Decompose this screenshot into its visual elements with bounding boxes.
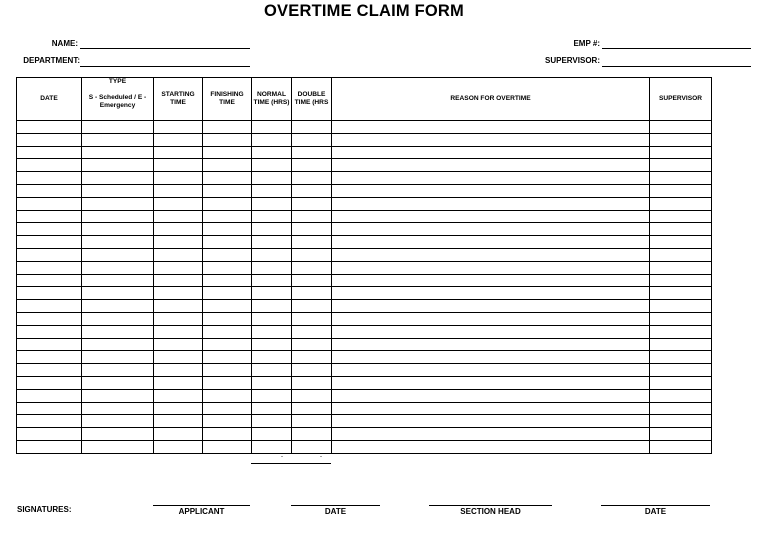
cell-type[interactable] <box>82 172 154 185</box>
cell-starting-time[interactable] <box>154 415 203 428</box>
cell-type[interactable] <box>82 248 154 261</box>
cell-type[interactable] <box>82 133 154 146</box>
cell-starting-time[interactable] <box>154 146 203 159</box>
cell-reason[interactable] <box>332 146 650 159</box>
cell-normal-time[interactable] <box>252 210 292 223</box>
cell-date[interactable] <box>17 159 82 172</box>
header-normal-time: NORMAL TIME (HRS) <box>252 78 292 121</box>
cell-supervisor[interactable] <box>650 197 712 210</box>
cell-type[interactable] <box>82 364 154 377</box>
cell-finishing-time[interactable] <box>203 197 252 210</box>
normal-total-mark: - <box>281 454 283 460</box>
cell-normal-time[interactable] <box>252 261 292 274</box>
cell-reason[interactable] <box>332 133 650 146</box>
cell-double-time[interactable] <box>292 287 332 300</box>
cell-reason[interactable] <box>332 312 650 325</box>
cell-date[interactable] <box>17 338 82 351</box>
cell-date[interactable] <box>17 415 82 428</box>
cell-date[interactable] <box>17 428 82 441</box>
cell-supervisor[interactable] <box>650 121 712 134</box>
supervisor-field[interactable] <box>602 66 751 67</box>
cell-type[interactable] <box>82 440 154 453</box>
cell-double-time[interactable] <box>292 223 332 236</box>
cell-supervisor[interactable] <box>650 274 712 287</box>
cell-supervisor[interactable] <box>650 325 712 338</box>
table-row <box>17 261 712 274</box>
cell-normal-time[interactable] <box>252 159 292 172</box>
cell-normal-time[interactable] <box>252 300 292 313</box>
name-label: NAME: <box>51 39 78 48</box>
cell-type[interactable] <box>82 312 154 325</box>
cell-date[interactable] <box>17 312 82 325</box>
cell-reason[interactable] <box>332 184 650 197</box>
section-head-signature-line[interactable] <box>429 505 552 516</box>
cell-finishing-time[interactable] <box>203 146 252 159</box>
cell-normal-time[interactable] <box>252 351 292 364</box>
table-row <box>17 376 712 389</box>
header-supervisor: SUPERVISOR <box>650 78 712 121</box>
cell-normal-time[interactable] <box>252 223 292 236</box>
cell-finishing-time[interactable] <box>203 287 252 300</box>
cell-finishing-time[interactable] <box>203 415 252 428</box>
cell-reason[interactable] <box>332 197 650 210</box>
cell-double-time[interactable] <box>292 210 332 223</box>
cell-finishing-time[interactable] <box>203 184 252 197</box>
supervisor-label: SUPERVISOR: <box>545 56 600 65</box>
cell-type[interactable] <box>82 197 154 210</box>
cell-normal-time[interactable] <box>252 274 292 287</box>
cell-type[interactable] <box>82 300 154 313</box>
header-double-time: DOUBLE TIME (HRS <box>292 78 332 121</box>
emp-number-label: EMP #: <box>573 39 600 48</box>
cell-finishing-time[interactable] <box>203 428 252 441</box>
cell-starting-time[interactable] <box>154 300 203 313</box>
cell-double-time[interactable] <box>292 325 332 338</box>
cell-double-time[interactable] <box>292 184 332 197</box>
cell-date[interactable] <box>17 364 82 377</box>
cell-reason[interactable] <box>332 376 650 389</box>
cell-reason[interactable] <box>332 121 650 134</box>
cell-double-time[interactable] <box>292 415 332 428</box>
cell-double-time[interactable] <box>292 440 332 453</box>
cell-reason[interactable] <box>332 236 650 249</box>
cell-reason[interactable] <box>332 223 650 236</box>
cell-date[interactable] <box>17 197 82 210</box>
cell-supervisor[interactable] <box>650 440 712 453</box>
cell-starting-time[interactable] <box>154 428 203 441</box>
overtime-table <box>16 77 712 454</box>
header-date: DATE <box>17 78 82 121</box>
cell-type[interactable] <box>82 236 154 249</box>
cell-type[interactable] <box>82 184 154 197</box>
cell-double-time[interactable] <box>292 376 332 389</box>
table-row <box>17 184 712 197</box>
cell-reason[interactable] <box>332 338 650 351</box>
cell-supervisor[interactable] <box>650 389 712 402</box>
cell-reason[interactable] <box>332 274 650 287</box>
cell-finishing-time[interactable] <box>203 159 252 172</box>
cell-normal-time[interactable] <box>252 389 292 402</box>
cell-starting-time[interactable] <box>154 197 203 210</box>
cell-date[interactable] <box>17 236 82 249</box>
cell-starting-time[interactable] <box>154 133 203 146</box>
cell-starting-time[interactable] <box>154 274 203 287</box>
form-title: OVERTIME CLAIM FORM <box>264 2 464 20</box>
cell-date[interactable] <box>17 376 82 389</box>
cell-starting-time[interactable] <box>154 389 203 402</box>
section-head-label: SECTION HEAD <box>460 507 521 516</box>
cell-reason[interactable] <box>332 261 650 274</box>
cell-reason[interactable] <box>332 440 650 453</box>
cell-supervisor[interactable] <box>650 338 712 351</box>
table-row <box>17 146 712 159</box>
cell-supervisor[interactable] <box>650 223 712 236</box>
table-row <box>17 389 712 402</box>
cell-type[interactable] <box>82 428 154 441</box>
cell-date[interactable] <box>17 248 82 261</box>
cell-double-time[interactable] <box>292 312 332 325</box>
cell-double-time[interactable] <box>292 389 332 402</box>
cell-type[interactable] <box>82 338 154 351</box>
cell-type[interactable] <box>82 121 154 134</box>
signatures-label: SIGNATURES: <box>17 505 72 514</box>
cell-date[interactable] <box>17 287 82 300</box>
cell-normal-time[interactable] <box>252 415 292 428</box>
cell-supervisor[interactable] <box>650 402 712 415</box>
cell-finishing-time[interactable] <box>203 248 252 261</box>
cell-date[interactable] <box>17 146 82 159</box>
cell-supervisor[interactable] <box>650 351 712 364</box>
cell-double-time[interactable] <box>292 428 332 441</box>
cell-finishing-time[interactable] <box>203 440 252 453</box>
table-row <box>17 236 712 249</box>
name-field[interactable] <box>80 48 250 49</box>
header-type-title: TYPE <box>108 78 127 85</box>
cell-double-time[interactable] <box>292 402 332 415</box>
cell-date[interactable] <box>17 172 82 185</box>
cell-normal-time[interactable] <box>252 236 292 249</box>
cell-supervisor[interactable] <box>650 184 712 197</box>
table-row <box>17 325 712 338</box>
cell-supervisor[interactable] <box>650 159 712 172</box>
cell-type[interactable] <box>82 389 154 402</box>
cell-starting-time[interactable] <box>154 376 203 389</box>
cell-normal-time[interactable] <box>252 402 292 415</box>
totals-underline <box>251 463 331 464</box>
table-row <box>17 159 712 172</box>
cell-type[interactable] <box>82 274 154 287</box>
cell-reason[interactable] <box>332 248 650 261</box>
cell-finishing-time[interactable] <box>203 338 252 351</box>
cell-finishing-time[interactable] <box>203 274 252 287</box>
table-row <box>17 172 712 185</box>
cell-date[interactable] <box>17 351 82 364</box>
header-reason: REASON FOR OVERTIME <box>332 78 650 121</box>
cell-starting-time[interactable] <box>154 236 203 249</box>
table-row <box>17 223 712 236</box>
cell-double-time[interactable] <box>292 172 332 185</box>
cell-normal-time[interactable] <box>252 312 292 325</box>
cell-starting-time[interactable] <box>154 402 203 415</box>
header-type <box>82 78 154 121</box>
cell-supervisor[interactable] <box>650 236 712 249</box>
applicant-date-line[interactable] <box>291 505 380 516</box>
cell-double-time[interactable] <box>292 261 332 274</box>
cell-normal-time[interactable] <box>252 197 292 210</box>
cell-starting-time[interactable] <box>154 223 203 236</box>
cell-starting-time[interactable] <box>154 351 203 364</box>
cell-type[interactable] <box>82 325 154 338</box>
table-row <box>17 415 712 428</box>
cell-date[interactable] <box>17 261 82 274</box>
cell-normal-time[interactable] <box>252 376 292 389</box>
cell-type[interactable] <box>82 159 154 172</box>
cell-double-time[interactable] <box>292 159 332 172</box>
cell-reason[interactable] <box>332 364 650 377</box>
cell-supervisor[interactable] <box>650 146 712 159</box>
cell-normal-time[interactable] <box>252 184 292 197</box>
cell-finishing-time[interactable] <box>203 364 252 377</box>
cell-type[interactable] <box>82 261 154 274</box>
cell-supervisor[interactable] <box>650 210 712 223</box>
emp-number-field[interactable] <box>602 48 751 49</box>
cell-double-time[interactable] <box>292 351 332 364</box>
cell-double-time[interactable] <box>292 300 332 313</box>
cell-finishing-time[interactable] <box>203 376 252 389</box>
cell-reason[interactable] <box>332 415 650 428</box>
cell-reason[interactable] <box>332 159 650 172</box>
cell-normal-time[interactable] <box>252 172 292 185</box>
table-row <box>17 300 712 313</box>
cell-date[interactable] <box>17 325 82 338</box>
header-finishing-time: FINISHING TIME <box>203 78 252 121</box>
cell-type[interactable] <box>82 146 154 159</box>
cell-finishing-time[interactable] <box>203 210 252 223</box>
cell-supervisor[interactable] <box>650 312 712 325</box>
cell-starting-time[interactable] <box>154 364 203 377</box>
cell-finishing-time[interactable] <box>203 172 252 185</box>
cell-supervisor[interactable] <box>650 364 712 377</box>
cell-date[interactable] <box>17 440 82 453</box>
cell-normal-time[interactable] <box>252 248 292 261</box>
cell-type[interactable] <box>82 376 154 389</box>
table-row <box>17 312 712 325</box>
department-label: DEPARTMENT: <box>23 56 80 65</box>
cell-date[interactable] <box>17 184 82 197</box>
cell-supervisor[interactable] <box>650 287 712 300</box>
cell-double-time[interactable] <box>292 197 332 210</box>
cell-date[interactable] <box>17 274 82 287</box>
cell-normal-time[interactable] <box>252 364 292 377</box>
cell-reason[interactable] <box>332 287 650 300</box>
cell-finishing-time[interactable] <box>203 325 252 338</box>
cell-reason[interactable] <box>332 172 650 185</box>
table-row <box>17 351 712 364</box>
cell-date[interactable] <box>17 389 82 402</box>
double-total-mark: - <box>320 454 322 460</box>
table-row <box>17 428 712 441</box>
cell-starting-time[interactable] <box>154 184 203 197</box>
cell-double-time[interactable] <box>292 146 332 159</box>
table-row <box>17 287 712 300</box>
table-row <box>17 248 712 261</box>
cell-normal-time[interactable] <box>252 133 292 146</box>
cell-finishing-time[interactable] <box>203 351 252 364</box>
cell-double-time[interactable] <box>292 133 332 146</box>
cell-type[interactable] <box>82 210 154 223</box>
cell-date[interactable] <box>17 402 82 415</box>
cell-normal-time[interactable] <box>252 338 292 351</box>
header-type-desc: S - Scheduled / E - Emergency <box>88 94 147 109</box>
cell-double-time[interactable] <box>292 236 332 249</box>
cell-reason[interactable] <box>332 351 650 364</box>
cell-reason[interactable] <box>332 428 650 441</box>
cell-reason[interactable] <box>332 300 650 313</box>
cell-type[interactable] <box>82 415 154 428</box>
applicant-signature-line[interactable] <box>153 505 250 516</box>
cell-normal-time[interactable] <box>252 440 292 453</box>
cell-finishing-time[interactable] <box>203 261 252 274</box>
cell-double-time[interactable] <box>292 364 332 377</box>
cell-finishing-time[interactable] <box>203 300 252 313</box>
cell-normal-time[interactable] <box>252 428 292 441</box>
cell-normal-time[interactable] <box>252 325 292 338</box>
section-head-date-label: DATE <box>644 507 667 516</box>
table-row <box>17 274 712 287</box>
cell-finishing-time[interactable] <box>203 133 252 146</box>
cell-starting-time[interactable] <box>154 121 203 134</box>
table-row <box>17 210 712 223</box>
cell-supervisor[interactable] <box>650 248 712 261</box>
cell-type[interactable] <box>82 223 154 236</box>
cell-starting-time[interactable] <box>154 172 203 185</box>
table-header-row <box>17 78 712 121</box>
table-row <box>17 121 712 134</box>
cell-date[interactable] <box>17 121 82 134</box>
cell-double-time[interactable] <box>292 338 332 351</box>
cell-supervisor[interactable] <box>650 428 712 441</box>
cell-finishing-time[interactable] <box>203 312 252 325</box>
cell-supervisor[interactable] <box>650 133 712 146</box>
cell-finishing-time[interactable] <box>203 223 252 236</box>
cell-reason[interactable] <box>332 325 650 338</box>
cell-starting-time[interactable] <box>154 325 203 338</box>
cell-supervisor[interactable] <box>650 376 712 389</box>
cell-starting-time[interactable] <box>154 210 203 223</box>
cell-type[interactable] <box>82 287 154 300</box>
cell-starting-time[interactable] <box>154 261 203 274</box>
cell-finishing-time[interactable] <box>203 121 252 134</box>
cell-reason[interactable] <box>332 389 650 402</box>
cell-date[interactable] <box>17 210 82 223</box>
cell-type[interactable] <box>82 351 154 364</box>
table-row <box>17 133 712 146</box>
section-head-date-line[interactable] <box>601 505 710 516</box>
cell-date[interactable] <box>17 300 82 313</box>
cell-normal-time[interactable] <box>252 121 292 134</box>
cell-finishing-time[interactable] <box>203 389 252 402</box>
cell-supervisor[interactable] <box>650 261 712 274</box>
cell-supervisor[interactable] <box>650 415 712 428</box>
cell-starting-time[interactable] <box>154 287 203 300</box>
cell-finishing-time[interactable] <box>203 402 252 415</box>
table-row <box>17 197 712 210</box>
department-field[interactable] <box>80 66 250 67</box>
cell-reason[interactable] <box>332 210 650 223</box>
cell-starting-time[interactable] <box>154 248 203 261</box>
applicant-label: APPLICANT <box>178 507 225 516</box>
table-row <box>17 364 712 377</box>
cell-double-time[interactable] <box>292 274 332 287</box>
cell-double-time[interactable] <box>292 121 332 134</box>
cell-supervisor[interactable] <box>650 300 712 313</box>
table-row <box>17 338 712 351</box>
header-starting-time: STARTING TIME <box>154 78 203 121</box>
table-row <box>17 402 712 415</box>
cell-normal-time[interactable] <box>252 146 292 159</box>
cell-type[interactable] <box>82 402 154 415</box>
table-row <box>17 440 712 453</box>
cell-supervisor[interactable] <box>650 172 712 185</box>
cell-starting-time[interactable] <box>154 159 203 172</box>
cell-finishing-time[interactable] <box>203 236 252 249</box>
cell-reason[interactable] <box>332 402 650 415</box>
cell-starting-time[interactable] <box>154 440 203 453</box>
cell-starting-time[interactable] <box>154 338 203 351</box>
cell-date[interactable] <box>17 133 82 146</box>
cell-date[interactable] <box>17 223 82 236</box>
cell-starting-time[interactable] <box>154 312 203 325</box>
cell-normal-time[interactable] <box>252 287 292 300</box>
applicant-date-label: DATE <box>324 507 347 516</box>
cell-double-time[interactable] <box>292 248 332 261</box>
